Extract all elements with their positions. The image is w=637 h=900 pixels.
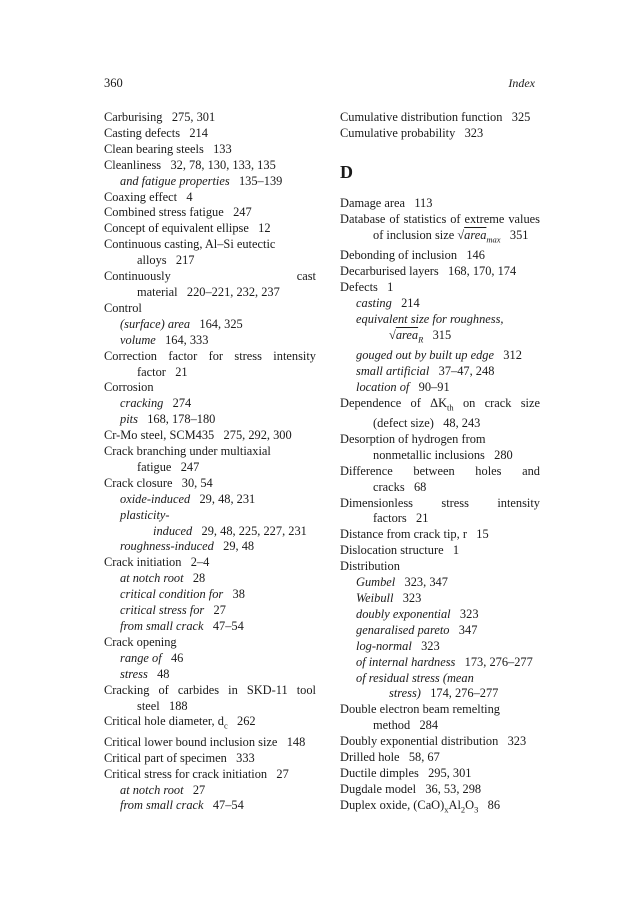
entry-pages: 312	[503, 347, 522, 362]
index-subentry	[356, 607, 540, 623]
index-entry	[104, 269, 316, 301]
index-subentry	[120, 619, 316, 635]
index-subentry	[120, 412, 316, 428]
entry-term: small artificial	[356, 363, 430, 378]
index-entry	[104, 444, 316, 476]
entry-pages: 173, 276–277	[464, 654, 533, 669]
entry-pages: 315	[432, 327, 452, 342]
entry-term: Crack opening	[104, 634, 177, 649]
entry-term: Damage area	[340, 195, 406, 210]
entry-term: Distribution	[340, 559, 400, 574]
index-entry	[340, 559, 540, 575]
index-entry	[340, 782, 540, 798]
index-subentry	[120, 333, 316, 349]
entry-pages: 113	[414, 195, 433, 210]
sqrt-area-symbol: √area$_R$	[389, 327, 424, 344]
index-subentry	[120, 508, 316, 540]
entry-subscript: th	[447, 402, 454, 413]
entry-pages: 164, 325	[199, 316, 243, 331]
entry-term: Coaxing effect	[104, 189, 178, 204]
index-entry	[104, 301, 316, 317]
entry-pages: 323	[402, 590, 422, 605]
index-entry	[340, 527, 540, 543]
entry-term: Clean bearing steels	[104, 141, 204, 156]
index-entry	[340, 432, 540, 464]
entry-term: Carburising	[104, 110, 163, 124]
entry-term: at notch root	[120, 571, 184, 586]
entry-term: (surface) area	[120, 316, 191, 331]
index-entry	[104, 555, 316, 571]
entry-subscript: 3	[474, 804, 479, 815]
entry-term: Difference between holes and cracks	[340, 463, 540, 494]
entry-term-continued: on crack size (defect size)	[373, 395, 540, 430]
index-subentry	[120, 174, 316, 190]
index-entry	[104, 349, 316, 381]
entry-term: oxide-induced	[120, 491, 191, 506]
index-subentry	[356, 591, 540, 607]
entry-term: Concept of equivalent ellipse	[104, 221, 249, 236]
entry-pages: 247	[180, 459, 200, 474]
index-subentry	[120, 603, 316, 619]
entry-term: Casting defects	[104, 125, 181, 140]
entry-term: Distance from crack tip, r	[340, 527, 467, 542]
entry-pages: 284	[419, 718, 439, 733]
entry-pages: 275, 301	[171, 110, 216, 124]
entry-term: Drilled hole	[340, 750, 400, 765]
index-subentry	[120, 651, 316, 667]
index-entry	[104, 767, 316, 783]
entry-pages: 48, 243	[443, 416, 481, 430]
entry-term: Cr-Mo steel, SCM435	[104, 428, 215, 443]
entry-pages: 28	[192, 571, 206, 586]
entry-pages: 323	[459, 606, 479, 621]
entry-term: Crack branching under multiaxial fatigue	[104, 444, 271, 474]
entry-term: Dependence of ΔK	[340, 395, 448, 410]
entry-pages: 188	[169, 698, 188, 713]
index-entry	[340, 798, 540, 818]
index-entry	[104, 237, 316, 269]
entry-term: Weibull	[356, 590, 394, 605]
index-subentry	[120, 317, 316, 333]
index-entry	[340, 766, 540, 782]
entry-term: critical condition for	[120, 587, 224, 602]
index-entry	[340, 396, 540, 432]
index-subentry	[356, 296, 540, 312]
entry-term: Control	[104, 300, 142, 315]
entry-pages: 174, 276–277	[430, 686, 499, 701]
index-entry	[340, 126, 540, 142]
entry-subscript: x	[444, 804, 449, 815]
index-entry	[340, 248, 540, 264]
index-subentry	[356, 364, 540, 380]
entry-term: range of	[120, 650, 162, 665]
entry-pages: 1	[387, 279, 394, 294]
entry-term: equivalent size for roughness,	[356, 311, 504, 326]
entry-pages: 323	[421, 638, 440, 653]
index-subentry	[120, 587, 316, 603]
entry-pages: 46	[170, 650, 184, 665]
entry-pages: 4	[186, 189, 193, 204]
entry-term: Dugdale model	[340, 781, 417, 796]
entry-pages: 36, 53, 298	[425, 781, 482, 796]
entry-pages: 29, 48, 225, 227, 231	[201, 523, 307, 538]
index-entry	[340, 543, 540, 559]
entry-pages: 1	[452, 543, 460, 558]
entry-pages: 27	[213, 603, 226, 618]
entry-pages: 280	[494, 447, 513, 462]
index-subentry	[356, 623, 540, 639]
entry-pages: 48	[157, 666, 170, 681]
entry-pages: 262	[237, 714, 256, 729]
entry-term: Critical part of specimen	[104, 750, 227, 765]
index-entry	[340, 110, 540, 126]
index-entry	[104, 158, 316, 174]
entry-pages: 333	[236, 750, 255, 765]
entry-pages: 325	[511, 110, 531, 124]
entry-pages: 38	[232, 587, 245, 602]
entry-term: roughness-induced	[120, 539, 214, 554]
index-subentry	[120, 667, 316, 683]
index-entry	[104, 714, 316, 734]
entry-term: Critical hole diameter, d	[104, 714, 224, 729]
entry-term: and fatigue properties	[120, 173, 230, 188]
entry-pages: 12	[258, 221, 271, 236]
section-letter-heading: D	[340, 161, 353, 182]
entry-pages: 133	[213, 141, 232, 156]
entry-pages: 47–54	[212, 798, 244, 813]
entry-term: log-normal	[356, 638, 412, 653]
entry-term: Database of statistics of extreme values of inclusion size	[340, 211, 540, 242]
index-entry	[340, 212, 540, 248]
entry-term: Desorption of hydrogen from nonmetallic inclusions	[340, 431, 486, 462]
entry-pages: 214	[189, 125, 208, 140]
entry-term: cracking	[120, 396, 164, 411]
entry-term: Ductile dimples	[340, 765, 419, 780]
index-entry	[104, 683, 316, 715]
index-entry	[340, 702, 540, 734]
index-left-column	[104, 110, 316, 814]
entry-term: critical stress for	[120, 603, 205, 618]
entry-term: Cumulative distribution function	[340, 110, 503, 124]
entry-pages: 32, 78, 130, 133, 135	[170, 157, 276, 172]
index-entry	[340, 464, 540, 496]
entry-term: casting	[356, 295, 392, 310]
index-entry	[104, 380, 316, 396]
entry-term: Double electron beam remelting method	[340, 702, 500, 733]
entry-term: Doubly exponential distribution	[340, 734, 499, 749]
entry-term: volume	[120, 332, 156, 347]
index-subentry	[356, 639, 540, 655]
entry-pages: 90–91	[418, 379, 450, 394]
entry-term: Corrosion	[104, 380, 154, 395]
entry-pages: 214	[401, 295, 420, 310]
entry-term: Decarburised layers	[340, 263, 439, 278]
index-entry	[104, 205, 316, 221]
entry-pages: 220–221, 232, 237	[186, 284, 280, 299]
index-entry	[104, 221, 316, 237]
index-entry	[340, 196, 540, 212]
index-entry	[340, 280, 540, 296]
entry-pages: 247	[233, 205, 252, 220]
entry-pages: 30, 54	[181, 475, 213, 490]
entry-pages: 21	[175, 364, 188, 379]
entry-pages: 217	[175, 253, 195, 268]
entry-pages: 27	[192, 782, 206, 797]
entry-subscript: c	[223, 720, 228, 731]
entry-term: from small crack	[120, 798, 204, 813]
index-subentry	[356, 312, 540, 348]
entry-term: from small crack	[120, 619, 204, 633]
entry-pages: 347	[458, 622, 478, 637]
index-entry	[104, 142, 316, 158]
index-entry	[104, 190, 316, 206]
entry-pages: 27	[276, 766, 289, 781]
index-entry	[104, 110, 316, 126]
entry-term: Critical stress for crack initiation	[104, 766, 268, 781]
index-entry	[340, 750, 540, 766]
entry-term: Cracking of carbides in SKD-11 tool steel	[104, 682, 316, 713]
entry-pages: 2–4	[190, 555, 210, 570]
entry-pages: 148	[286, 734, 306, 749]
entry-term: Cumulative probability	[340, 125, 456, 140]
entry-term: location of	[356, 379, 410, 394]
index-entry	[104, 735, 316, 751]
entry-pages: 68	[413, 479, 427, 494]
index-subentry	[120, 492, 316, 508]
entry-term: Cleanliness	[104, 157, 162, 172]
entry-term: Defects	[340, 279, 378, 294]
entry-pages: 37–47, 248	[438, 363, 495, 378]
entry-term: Continuously cast material	[104, 269, 316, 299]
entry-term: Duplex oxide, (CaO)	[340, 797, 445, 812]
index-subentry	[120, 798, 316, 814]
index-entry	[104, 126, 316, 142]
index-entry	[340, 734, 540, 750]
entry-pages: 351	[509, 227, 529, 242]
index-subentry	[120, 396, 316, 412]
entry-pages: 295, 301	[428, 765, 472, 780]
sqrt-area-symbol: √area$_{max}$	[457, 227, 501, 245]
index-entry	[104, 751, 316, 767]
entry-pages: 168, 178–180	[147, 412, 216, 427]
entry-term: Gumbel	[356, 575, 396, 590]
entry-pages: 275, 292, 300	[223, 428, 292, 443]
entry-term: of residual stress (mean stress)	[356, 670, 474, 701]
entry-pages: 168, 170, 174	[448, 263, 517, 278]
index-entry	[104, 476, 316, 492]
entry-term: Correction factor for stress intensity factor	[104, 348, 316, 379]
index-subentry	[356, 348, 540, 364]
entry-term-continued: Al	[448, 797, 461, 812]
entry-pages: 86	[487, 797, 501, 812]
entry-term: Crack initiation	[104, 555, 182, 570]
entry-term: doubly exponential	[356, 606, 451, 621]
index-subentry	[120, 571, 316, 587]
entry-pages: 323	[507, 734, 527, 749]
entry-term-continued: O	[465, 797, 475, 812]
index-right-column	[340, 110, 540, 818]
entry-term: gouged out by built up edge	[356, 347, 494, 362]
index-subentry	[120, 539, 316, 555]
entry-term: Continuous casting, Al–Si eutectic alloys	[104, 237, 276, 268]
entry-term: Combined stress fatigue	[104, 205, 224, 220]
index-entry	[104, 428, 316, 444]
running-head: Index	[508, 76, 535, 90]
entry-term: Debonding of inclusion	[340, 248, 458, 262]
entry-pages: 135–139	[238, 173, 283, 188]
entry-term: genaralised pareto	[356, 622, 450, 637]
index-subentry	[120, 783, 316, 799]
entry-pages: 58, 67	[408, 750, 440, 765]
entry-pages: 15	[476, 527, 489, 542]
entry-term: Critical lower bound inclusion size	[104, 734, 278, 749]
entry-pages: 164, 333	[165, 332, 209, 347]
index-subentry	[356, 671, 540, 703]
entry-pages: 47–54	[212, 619, 244, 633]
entry-pages: 323, 347	[404, 575, 448, 590]
entry-pages: 29, 48	[223, 539, 255, 554]
entry-term: Dimensionless stress intensity factors	[340, 495, 540, 526]
entry-term: stress	[120, 666, 148, 681]
index-subentry	[356, 575, 540, 591]
index-entry	[104, 635, 316, 651]
entry-pages: 146	[466, 248, 485, 262]
index-entry	[340, 264, 540, 280]
index-subentry	[356, 380, 540, 396]
entry-pages: 323	[464, 125, 484, 140]
entry-term: Dislocation structure	[340, 543, 444, 558]
entry-pages: 274	[172, 396, 192, 411]
entry-term: Crack closure	[104, 475, 173, 490]
index-entry	[340, 496, 540, 528]
entry-term: of internal hardness	[356, 654, 456, 669]
entry-term: at notch root	[120, 782, 184, 797]
index-subentry	[356, 655, 540, 671]
page-number: 360	[104, 76, 123, 90]
entry-pages: 29, 48, 231	[199, 491, 256, 506]
entry-term: pits	[120, 412, 138, 427]
entry-term: plasticity-induced	[120, 507, 193, 538]
entry-subscript: 2	[460, 804, 466, 815]
entry-pages: 21	[416, 511, 429, 526]
